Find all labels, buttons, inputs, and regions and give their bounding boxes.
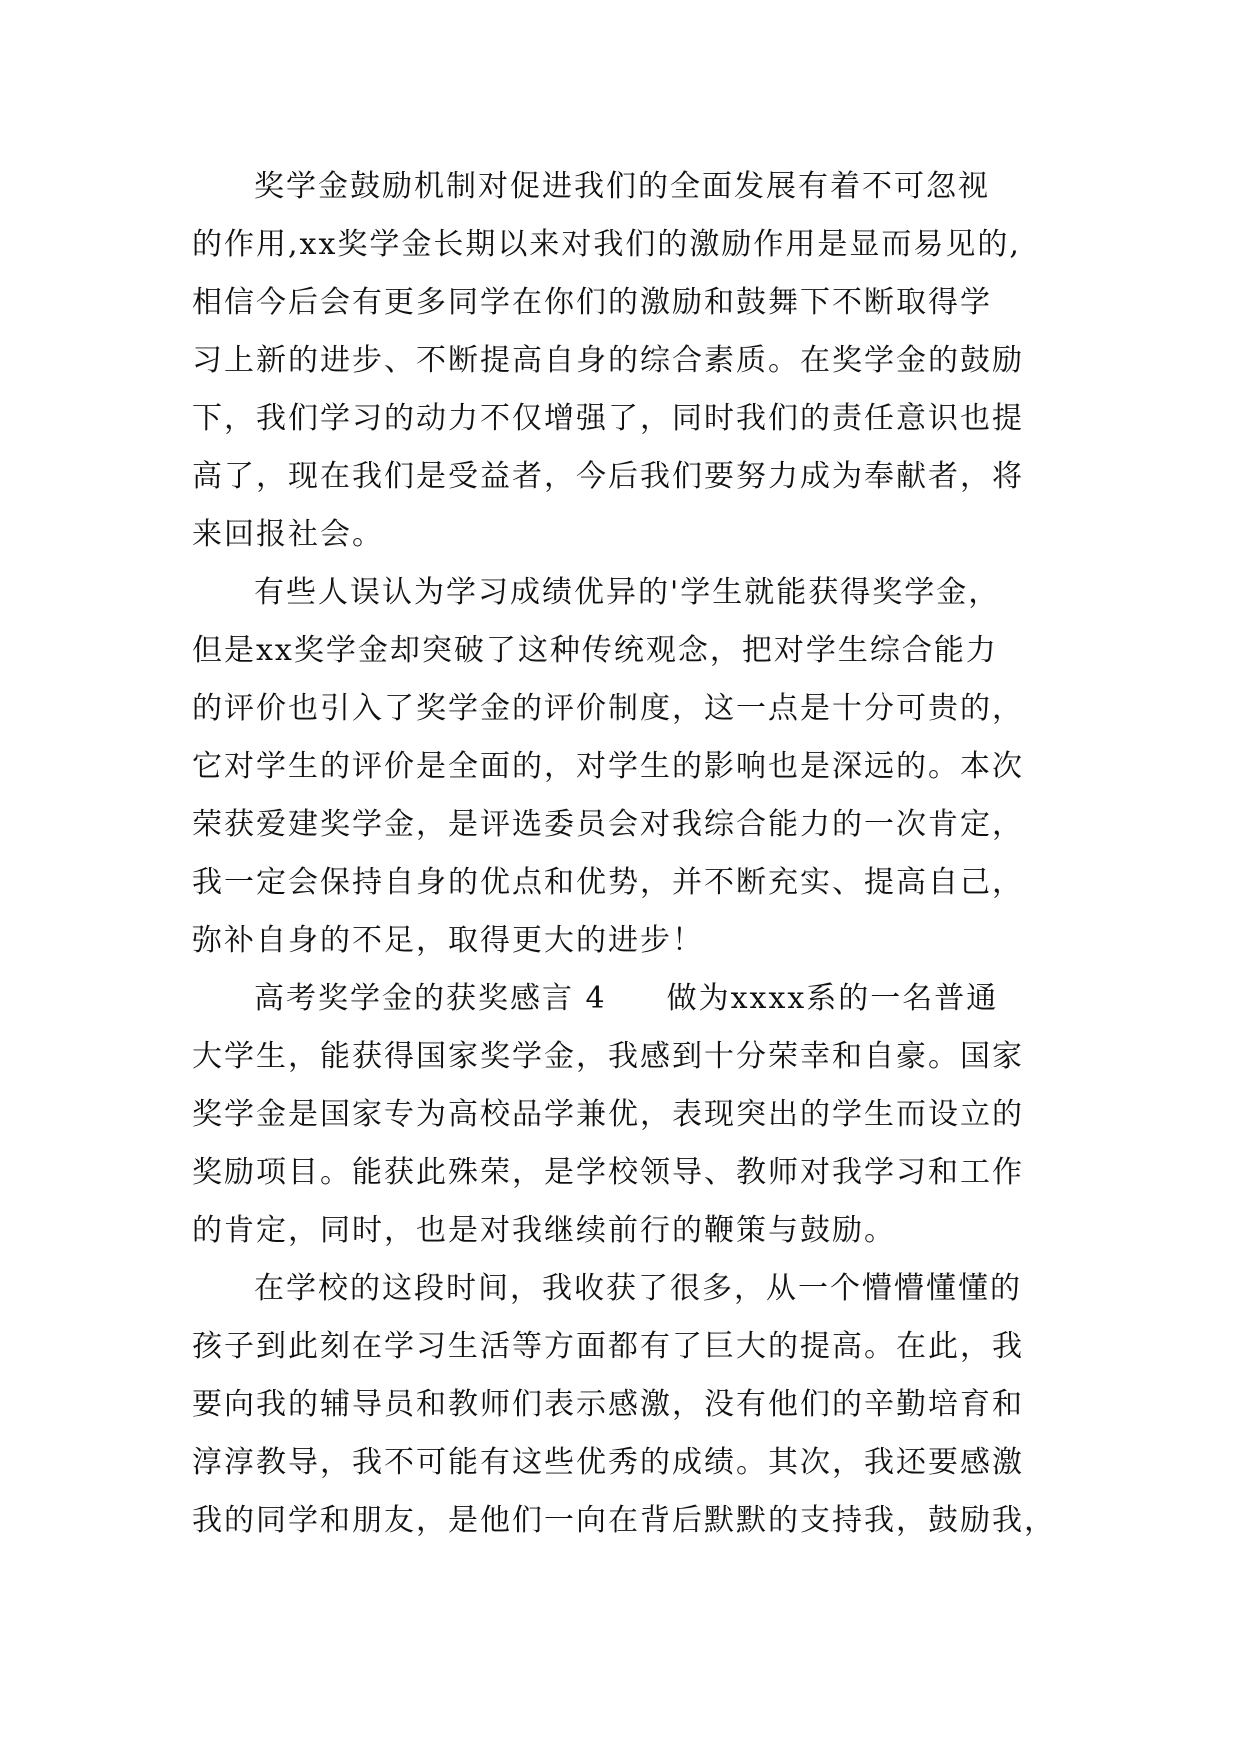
- paragraph-3-line-1: [192, 970, 1092, 1028]
- document-body: [192, 158, 1092, 1550]
- paragraph-2-line-4: 它对学生的评价是全面的，对学生的影响也是深远的。本次: [192, 749, 1024, 784]
- paragraph-4-line-2: 孩子到此刻在学习生活等方面都有了巨大的提高。在此，我: [192, 1329, 1024, 1364]
- paragraph-2-line-3: 的评价也引入了奖学金的评价制度，这一点是十分可贵的，: [192, 691, 1024, 726]
- paragraph-1-line-3: 相信今后会有更多同学在你们的激励和鼓舞下不断取得学: [192, 285, 992, 320]
- paragraph-4-line-3: 要向我的辅导员和教师们表示感激，没有他们的辛勤培育和: [192, 1387, 1024, 1422]
- paragraph-1-line-7: 来回报社会。: [192, 517, 384, 552]
- paragraph-3-line-2: 大学生，能获得国家奖学金，我感到十分荣幸和自豪。国家: [192, 1039, 1024, 1074]
- paragraph-1-line-6: 高了，现在我们是受益者，今后我们要努力成为奉献者，将: [192, 459, 1024, 494]
- paragraph-3-line-3: 奖学金是国家专为高校品学兼优，表现突出的学生而设立的: [192, 1097, 1024, 1132]
- paragraph-2-line-2: 但是xx奖学金却突破了这种传统观念，把对学生综合能力: [192, 633, 998, 668]
- paragraph-2-line-7: 弥补自身的不足，取得更大的进步！: [192, 923, 704, 958]
- paragraph-2-line-1: 有些人误认为学习成绩优异的'学生就能获得奖学金，: [254, 575, 1001, 610]
- paragraph-4-line-4: 淳淳教导，我不可能有这些优秀的成绩。其次，我还要感激: [192, 1445, 1024, 1480]
- paragraph-3-opening: 做为xxxx系的一名普通: [666, 981, 999, 1016]
- paragraph-2-line-5: 荣获爱建奖学金，是评选委员会对我综合能力的一次肯定，: [192, 807, 1024, 842]
- paragraph-4-line-5: 我的同学和朋友，是他们一向在背后默默的支持我，鼓励我，: [192, 1503, 1056, 1538]
- paragraph-1-line-4: 习上新的进步、不断提高自身的综合素质。在奖学金的鼓励: [192, 343, 1024, 378]
- paragraph-2-line-6: 我一定会保持自身的优点和优势，并不断充实、提高自己，: [192, 865, 1024, 900]
- paragraph-3-line-5: 的肯定，同时，也是对我继续前行的鞭策与鼓励。: [192, 1213, 896, 1248]
- paragraph-1-line-5: 下，我们学习的动力不仅增强了，同时我们的责任意识也提: [192, 401, 1024, 436]
- paragraph-3-line-4: 奖励项目。能获此殊荣，是学校领导、教师对我学习和工作: [192, 1155, 1024, 1190]
- section-heading: 高考奖学金的获奖感言 4: [254, 981, 607, 1016]
- paragraph-4-line-1: 在学校的这段时间，我收获了很多，从一个懵懵懂懂的: [254, 1271, 1022, 1306]
- paragraph-1-line-1: 奖学金鼓励机制对促进我们的全面发展有着不可忽视: [254, 169, 990, 204]
- paragraph-1-line-2: 的作用,xx奖学金长期以来对我们的激励作用是显而易见的,: [192, 227, 1021, 262]
